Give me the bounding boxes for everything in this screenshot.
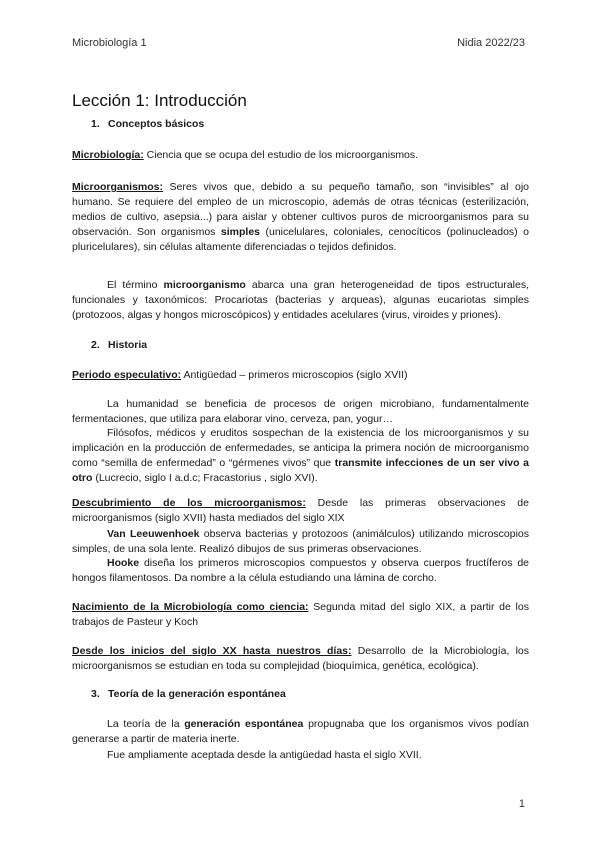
paragraph-aceptada: Fue ampliamente aceptada desde la antigüedad hasta el siglo XVII. bbox=[107, 749, 422, 761]
paragraph-termino: El término microorganismo abarca una gran heterogeneidad de tipos estructurales, funcionales y taxonómicos: Procariotas (bacterias y arqueas), algunas eucariotas simples (protozoos, algas y hongos microscópicos) y entidades acelulares (virus, viroides y priones). bbox=[72, 279, 529, 321]
paragraph-nacimiento: Nacimiento de la Microbiología como ciencia: Segunda mitad del siglo XIX, a partir de los trabajos de Pasteur y Koch bbox=[72, 601, 529, 628]
page-title: Lección 1: Introducción bbox=[72, 91, 247, 110]
page-number: 1 bbox=[518, 798, 525, 810]
paragraph-teoria: La teoría de la generación espontánea propugnaba que los organismos vivos podían generarse a partir de materia inerte. bbox=[72, 718, 529, 745]
section-heading-2: 2. Historia bbox=[91, 339, 148, 351]
paragraph-microbiologia: Microbiología: Ciencia que se ocupa del estudio de los microorganismos. bbox=[72, 149, 419, 161]
paragraph-filosofos: Filósofos, médicos y eruditos sospechan de la existencia de los microorganismos y su implicación en la producción de enfermedades, se anticipa la primera noción de microorganismo como “semilla de enfermedad” o “gérmenes vivos” que transmite infecciones de un ser vivo a otro (Lucrecio, siglo I a.d.c; Fracastorius , siglo XVI). bbox=[72, 427, 529, 484]
header-course: Microbiología 1 bbox=[72, 37, 147, 49]
paragraph-microorganismos: Microorganismos: Seres vivos que, debido a su pequeño tamaño, son “invisibles” al ojo humano. Se requiere del empleo de un microscopio, además de otras técnicas (esterilización, medios de cultivo, asepsia...) para aislar y obtener cultivos puros de microorganismos para su observación. Son organismos simples (unicelulares, coloniales, cenocíticos (polinucleados) o pluricelulares), sin células altamente diferenciadas o tejidos definidos. bbox=[72, 181, 529, 253]
section-heading-1: 1. Conceptos básicos bbox=[91, 118, 205, 130]
paragraph-hooke: Hooke diseña los primeros microscopios compuestos y observa cuerpos fructíferos de hongos filamentosos. Da nombre a la célula estudiando una lámina de corcho. bbox=[72, 557, 529, 584]
section-heading-3: 3. Teoría de la generación espontánea bbox=[91, 688, 286, 700]
paragraph-leeuwenhoek: Van Leeuwenhoek observa bacterias y protozoos (animálculos) utilizando microscopios simples, de una sola lente. Realizó dibujos de sus primeras observaciones. bbox=[72, 528, 530, 555]
paragraph-periodo: Periodo especulativo: Antigüedad – primeros microscopios (siglo XVII) bbox=[72, 369, 408, 381]
paragraph-humanidad: La humanidad se beneficia de procesos de origen microbiano, fundamentalmente fermentaciones, que utiliza para elaborar vino, cerveza, pan, yogur… bbox=[72, 398, 529, 425]
header-author: Nidia 2022/23 bbox=[457, 37, 525, 49]
paragraph-descubrimiento: Descubrimiento de los microorganismos: Desde las primeras observaciones de microorganismos (siglo XVII) hasta mediados del siglo XIX bbox=[72, 497, 529, 524]
paragraph-siglo-xx: Desde los inicios del siglo XX hasta nuestros días: Desarrollo de la Microbiología, los microorganismos se estudian en toda su complejidad (bioquímica, genética, ecológica). bbox=[72, 645, 530, 672]
